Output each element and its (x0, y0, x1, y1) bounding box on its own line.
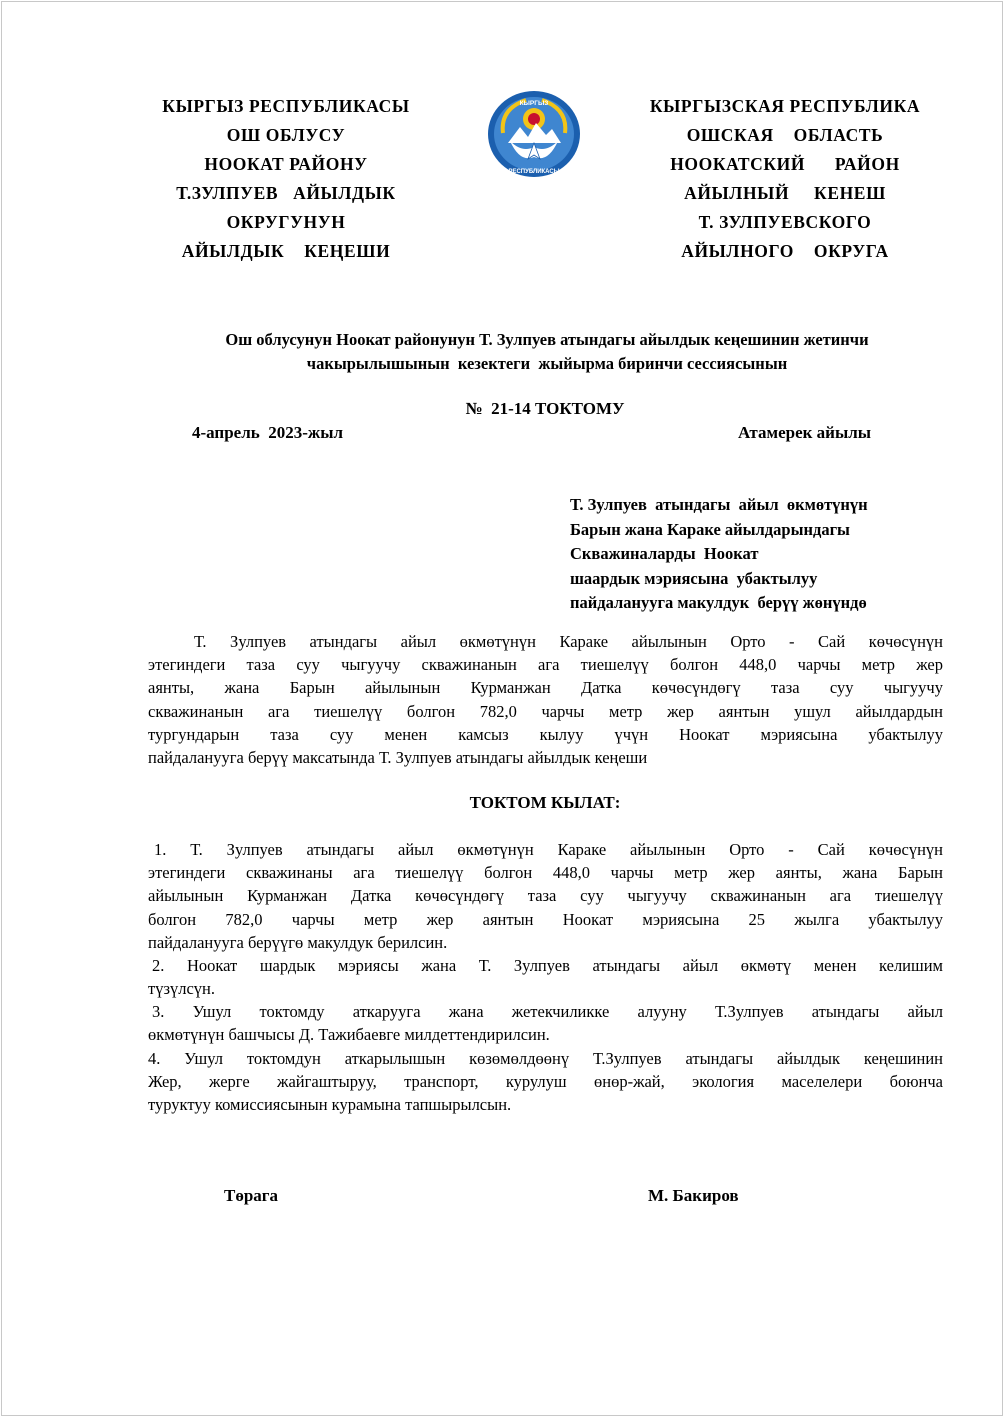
session-heading-line: чакырылышынын кезектеги жыйырма биринчи сессиясынын (306, 354, 788, 373)
header-russian-line: АЙЫЛНОГО ОКРУГА (681, 241, 889, 261)
decree-item-line: 2. Ноокат шардык мэриясы жана Т. Зулпуев атындагы айыл өкмөтү менен келишим (152, 956, 943, 975)
header-kyrgyz-line: АЙЫЛДЫК КЕҢЕШИ (181, 241, 391, 261)
decree-item-line: 4. Ушул токтомдун аткарылышын көзөмөлдөөнү Т.Зулпуев атындагы айылдык кеңешинин (148, 1049, 943, 1068)
signature-name: М. Бакиров (648, 1186, 739, 1205)
decree-subject-line: Т. Зулпуев атындагы айыл өкмөтүнүн (570, 495, 868, 514)
decree-item-2 (148, 954, 943, 1000)
decree-place: Атамерек айылы (738, 423, 872, 442)
header-kyrgyz-line: ОКРУГУНУН (226, 212, 346, 232)
decree-subject-line: Скважиналарды Ноокат (570, 544, 759, 563)
decree-number: № 21-14 ТОКТОМУ (465, 399, 625, 418)
header-russian-line: ОШСКАЯ ОБЛАСТЬ (686, 125, 884, 145)
emblem-bottom-text: РЕСПУБЛИКАСЫ (508, 169, 560, 175)
emblem-top-text: КЫРГЫЗ (519, 100, 549, 107)
decree-item-1 (148, 838, 943, 954)
decree-item-line: этегиндеги скважинаны ага тиешелүү болгон 448,0 чарчы метр жер аянты, жана Барын (148, 863, 943, 883)
decree-item-line: туруктуу комиссиясынын курамына тапшырылсын. (148, 1095, 512, 1115)
header-russian-line: КЫРГЫЗСКАЯ РЕСПУБЛИКА (649, 96, 921, 116)
decree-date: 4-апрель 2023-жыл (192, 423, 344, 442)
decree-item-4 (148, 1047, 943, 1117)
decree-subject-line: Барын жана Караке айылдарындагы (570, 519, 850, 539)
preamble-line: скважинанын ага тиешелүү болгон 782,0 чарчы метр жер аянтын ушул айылдардын (148, 701, 943, 721)
preamble-line: тургундарын таза суу менен камсыз кылуу үчүн Ноокат мэриясына убактылуу (148, 724, 943, 744)
preamble-line: аянты, жана Барын айылынын Курманжан Датка көчөсүндөгү таза суу чыгуучу (148, 678, 943, 698)
header-russian-line: НООКАТСКИЙ РАЙОН (670, 154, 900, 174)
header-kyrgyz-line: Т.ЗУЛПУЕВ АЙЫЛДЫК (176, 183, 396, 203)
header-russian (612, 92, 958, 266)
signature-title: Төрага (224, 1186, 279, 1205)
preamble-line: пайдаланууга берүү максатында Т. Зулпуев атындагы айылдык кеңеши (148, 748, 648, 768)
document-page (1, 1, 1003, 1416)
header-kyrgyz (136, 92, 436, 266)
preamble-line: этегиндеги таза суу чыгуучу скважинанын ага тиешелүү болгон 448,0 чарчы метр жер (148, 655, 943, 675)
decree-item-line: 3. Ушул токтомду аткарууга жана жетекчиликке алууну Т.Зулпуев атындагы айыл (152, 1002, 943, 1021)
decree-item-3 (148, 1000, 943, 1046)
decree-item-line: айылынын Курманжан Датка көчөсүндөгү таза суу чыгуучу скважинанын ага тиешелүү (148, 886, 943, 906)
resolves-heading: ТОКТОМ КЫЛАТ: (469, 793, 621, 812)
preamble-paragraph (148, 630, 943, 769)
decree-item-line: 1. Т. Зулпуев атындагы айыл өкмөтүнүн Караке айылынын Орто - Сай көчөсүнүн (154, 840, 943, 859)
preamble-line: Т. Зулпуев атындагы айыл өкмөтүнүн Караке айылынын Орто - Сай көчөсүнүн (194, 632, 943, 651)
session-heading (142, 328, 952, 376)
decree-subject (570, 493, 960, 616)
header-kyrgyz-line: ОШ ОБЛУСУ (226, 125, 346, 145)
header-russian-line: АЙЫЛНЫЙ КЕНЕШ (684, 183, 886, 203)
session-heading-line: Ош облусунун Ноокат районунун Т. Зулпуев атындагы айылдык кеңешинин жетинчи (225, 330, 869, 349)
decree-item-line: Жер, жерге жайгаштыруу, транспорт, курулуш өнөр-жай, экология маселелери боюнча (148, 1072, 943, 1092)
header-kyrgyz-line: НООКАТ РАЙОНУ (204, 154, 368, 174)
decree-item-line: болгон 782,0 чарчы метр жер аянтын Ноокат мэриясына 25 жылга убактылуу (148, 909, 943, 929)
decree-subject-line: пайдаланууга макулдук берүү жөнүндө (570, 593, 867, 612)
header-russian-line: Т. ЗУЛПУЕВСКОГО (698, 212, 872, 232)
decree-subject-line: шаардык мэриясына убактылуу (570, 568, 818, 588)
decree-item-line: түзүлсүн. (148, 979, 215, 999)
header-kyrgyz-line: КЫРГЫЗ РЕСПУБЛИКАСЫ (162, 96, 410, 116)
decree-item-line: пайдаланууга берүүгө макулдук берилсин. (148, 932, 448, 952)
decree-item-line: өкмөтүнүн башчысы Д. Тажибаевге милдеттендирилсин. (148, 1025, 550, 1045)
state-emblem-icon (486, 89, 582, 179)
